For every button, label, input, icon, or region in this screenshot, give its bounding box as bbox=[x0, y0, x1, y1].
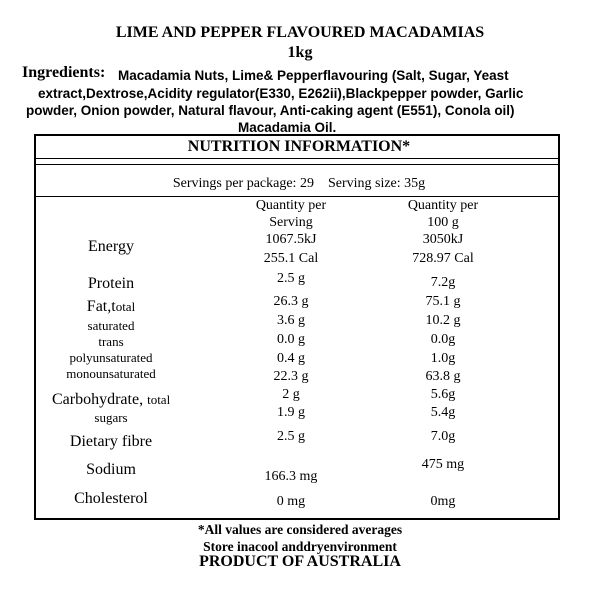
carbohydrate-label bbox=[52, 391, 232, 409]
carbohydrate-label-main: Carbohydrate, bbox=[52, 391, 144, 408]
divider bbox=[36, 164, 558, 165]
nutrition-panel bbox=[34, 134, 560, 520]
fat-mono-100g: 63.8 g bbox=[425, 369, 461, 384]
fat-poly-label: polyunsaturated bbox=[69, 350, 153, 365]
fat-saturated-100g: 10.2 g bbox=[425, 313, 461, 328]
carbohydrate-sugars-serving: 1.9 g bbox=[277, 405, 305, 420]
nutrition-heading: NUTRITION INFORMATION* bbox=[187, 138, 411, 155]
fat-mono-serving: 22.3 g bbox=[273, 369, 309, 384]
energy-label: Energy bbox=[88, 238, 134, 255]
carbohydrate-total-100g: 5.6g bbox=[430, 387, 456, 402]
energy-cal-100g: 728.97 Cal bbox=[412, 251, 474, 266]
sodium-label: Sodium bbox=[86, 461, 136, 478]
carbohydrate-sugars-100g: 5.4g bbox=[430, 405, 456, 420]
serving-column-header-2: Serving bbox=[269, 215, 313, 230]
storage-instructions: Store inacool anddryenvironment bbox=[203, 539, 397, 554]
fat-label bbox=[36, 298, 186, 316]
product-title: LIME AND PEPPER FLAVOURED MACADAMIAS bbox=[115, 24, 485, 41]
fat-trans-label: trans bbox=[98, 334, 124, 349]
energy-kj-serving: 1067.5kJ bbox=[265, 232, 317, 247]
fibre-serving: 2.5 g bbox=[277, 429, 305, 444]
carbohydrate-label-rest: total bbox=[147, 392, 171, 407]
per100-column-header-2: 100 g bbox=[427, 215, 459, 230]
fibre-label: Dietary fibre bbox=[69, 433, 153, 450]
serving-size: Serving size: 35g bbox=[327, 176, 426, 191]
fat-label-main: Fat,t bbox=[86, 298, 116, 315]
fat-saturated-serving: 3.6 g bbox=[277, 313, 305, 328]
servings-per-package: Servings per package: 29 bbox=[172, 176, 314, 191]
protein-label: Protein bbox=[87, 275, 135, 292]
product-weight: 1kg bbox=[287, 44, 313, 61]
ingredients-line: extract,Dextrose,Acidity regulator(E330, E262ii),Blackpepper powder, Garlic bbox=[38, 86, 524, 101]
sodium-serving: 166.3 mg bbox=[264, 469, 318, 484]
fat-saturated-label: saturated bbox=[87, 318, 135, 333]
divider bbox=[36, 158, 558, 159]
energy-cal-serving: 255.1 Cal bbox=[263, 251, 319, 266]
energy-kj-100g: 3050kJ bbox=[422, 232, 464, 247]
carbohydrate-sugars-label: sugars bbox=[94, 410, 128, 425]
fat-trans-100g: 0.0g bbox=[430, 332, 456, 347]
cholesterol-serving: 0 mg bbox=[276, 494, 306, 509]
carbohydrate-total-serving: 2 g bbox=[282, 387, 300, 402]
country-of-origin: PRODUCT OF AUSTRALIA bbox=[199, 553, 401, 570]
ingredients-label: Ingredients: bbox=[22, 64, 106, 81]
per100-column-header-1: Quantity per bbox=[407, 198, 479, 213]
cholesterol-label: Cholesterol bbox=[74, 490, 148, 507]
protein-100g: 7.2g bbox=[430, 275, 456, 290]
protein-serving: 2.5 g bbox=[277, 271, 305, 286]
fat-poly-serving: 0.4 g bbox=[277, 351, 305, 366]
fat-total-serving: 26.3 g bbox=[273, 294, 309, 309]
serving-info bbox=[36, 176, 562, 192]
averages-footnote: *All values are considered averages bbox=[197, 522, 403, 537]
cholesterol-100g: 0mg bbox=[430, 494, 456, 509]
fat-poly-100g: 1.0g bbox=[430, 351, 456, 366]
ingredients-line: Macadamia Oil. bbox=[238, 120, 337, 135]
fat-mono-label: monounsaturated bbox=[66, 366, 156, 381]
fat-total-100g: 75.1 g bbox=[425, 294, 461, 309]
fat-trans-serving: 0.0 g bbox=[277, 332, 305, 347]
ingredients-line: powder, Onion powder, Natural flavour, Anti-caking agent (E551), Conola oil) bbox=[26, 103, 515, 118]
sodium-100g: 475 mg bbox=[421, 457, 465, 472]
divider bbox=[36, 196, 558, 197]
ingredients-line: Macadamia Nuts, Lime& Pepperflavouring (Salt, Sugar, Yeast bbox=[118, 68, 509, 83]
fibre-100g: 7.0g bbox=[430, 429, 456, 444]
fat-label-rest: otal bbox=[115, 299, 136, 314]
serving-column-header-1: Quantity per bbox=[255, 198, 327, 213]
